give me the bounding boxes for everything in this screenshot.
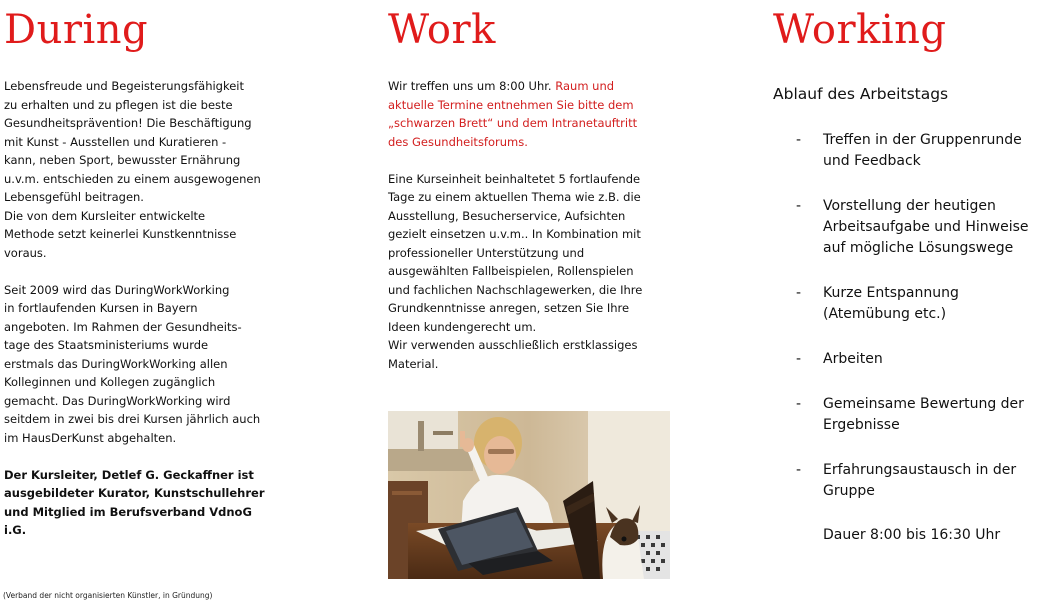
agenda-item-text: Vorstellung der heutigen Arbeitsaufgabe und Hinweise auf mögliche Lösungswege — [823, 198, 1029, 256]
agenda-item — [796, 283, 1046, 325]
agenda-title: Ablauf des Arbeitstags — [773, 85, 949, 103]
agenda-item — [796, 394, 1046, 436]
agenda-item-text: Arbeiten — [823, 351, 883, 367]
footnote: (Verband der nicht organisierten Künstler, in Gründung) — [3, 591, 213, 600]
paragraph-benefits: Lebensfreude und Begeisterungsfähigkeit zu erhalten und zu pflegen ist die beste Gesundheitsprävention! Die Beschäftigung mit Kunst - Ausstellen und Kuratieren - kann, neben Sport, bewusster Ernährung u.v.m. entschieden zu einem ausgewogenen Lebensgefühl beitragen. Die von dem Kursleiter entwickelte Methode setzt keinerlei Kunstkenntnisse voraus. — [4, 79, 261, 260]
agenda-item-text: Kurze Entspannung (Atemübung etc.) — [823, 285, 959, 322]
agenda-dash: - — [796, 198, 802, 214]
agenda-item — [796, 196, 1046, 259]
intro-text — [4, 77, 304, 540]
agenda-item — [796, 130, 1046, 172]
agenda-dash: - — [796, 285, 802, 301]
heading-work: Work — [388, 7, 496, 53]
agenda-dash: - — [796, 351, 802, 367]
heading-during: During — [4, 7, 149, 53]
paragraph-instructor: Der Kursleiter, Detlef G. Geckaffner ist ausgebildeter Kurator, Kunstschullehrer und Mitglied im Berufsverband VdnoG i.G. — [4, 467, 265, 537]
photo-woman-at-laptop-with-dog — [388, 411, 670, 579]
agenda-item — [796, 349, 1046, 370]
agenda-dash: - — [796, 132, 802, 148]
agenda-dash: - — [796, 462, 802, 478]
paragraph-history: Seit 2009 wird das DuringWorkWorking in fortlaufenden Kursen in Bayern angeboten. Im Rahmen der Gesundheits- tage des Staatsministeriums wurde erstmals das DuringWorkWorking allen Kolleginnen und Kollegen zugänglich gemacht. Das DuringWorkWorking wird seitdem in zwei bis drei Kursen jährlich auch im HausDerKunst abgehalten. — [4, 282, 261, 445]
paragraph-meeting: Wir treffen uns um 8:00 Uhr. Raum und aktuelle Termine entnehmen Sie bitte dem „schwarzen Brett“ und dem Intranetauftritt des Gesundheitsforums. — [388, 79, 638, 149]
agenda-item-text: Treffen in der Gruppenrunde und Feedback — [823, 132, 1022, 169]
agenda-list — [796, 130, 1046, 526]
heading-working: Working — [773, 7, 947, 53]
agenda-item-text: Gemeinsame Bewertung der Ergebnisse — [823, 396, 1024, 433]
duration-text: Dauer 8:00 bis 16:30 Uhr — [823, 527, 1001, 543]
agenda-item — [796, 460, 1046, 502]
work-text — [388, 77, 688, 373]
paragraph-course-unit: Eine Kurseinheit beinhaltetet 5 fortlaufende Tage zu einem aktuellen Thema wie z.B. die Ausstellung, Besucherservice, Aufsichten gezielt einsetzen u.v.m.. In Kombination mit professioneller Unterstützung und ausgewählten Fallbeispielen, Rollenspielen und fachlichen Nachschlagewerken, die Ihre Grundkenntnisse anregen, setzen Sie Ihre Ideen kundengerecht um. Wir verwenden ausschließlich erstklassiges Material. — [388, 171, 643, 371]
agenda-item-text: Erfahrungsaustausch in der Gruppe — [823, 462, 1017, 499]
agenda-dash: - — [796, 396, 802, 412]
